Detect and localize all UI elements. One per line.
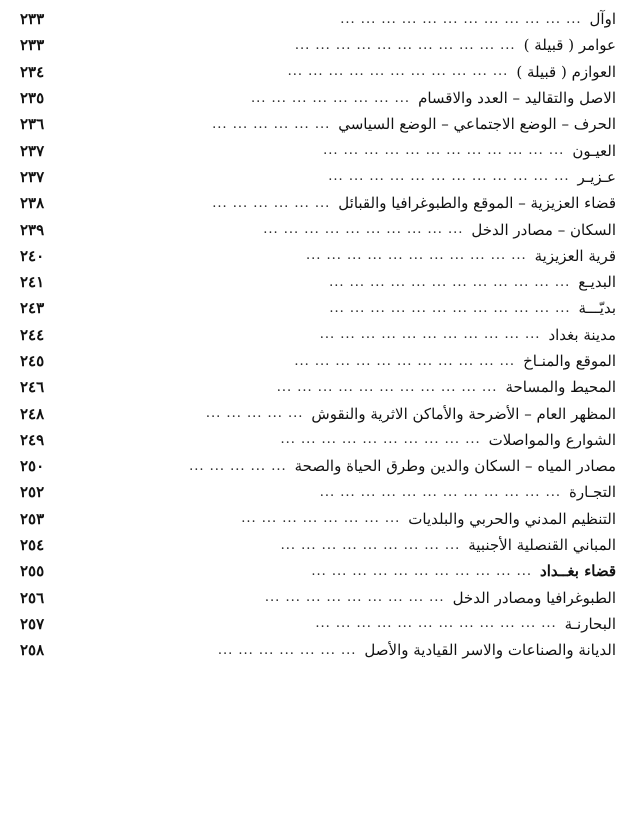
toc-entry-title: قضاء بغــداد — [540, 562, 616, 581]
toc-entry — [20, 585, 616, 611]
toc-entry — [20, 611, 616, 637]
dot-leader: ... ... ... ... ... ... ... ... — [241, 511, 401, 527]
toc-entry — [20, 558, 616, 584]
toc-page-number: ٢٤٣ — [20, 299, 45, 318]
toc-page-number: ٢٤٦ — [20, 378, 45, 397]
toc-page-number: ٢٤٠ — [20, 246, 45, 265]
dot-leader: ... ... ... ... ... ... ... ... ... ... ... ... — [328, 169, 570, 185]
dot-leader: ... ... ... ... ... ... ... ... ... ... ... — [276, 379, 498, 395]
toc-entry — [20, 6, 616, 32]
toc-entry — [20, 400, 616, 426]
toc-page-number: ٢٤٨ — [20, 404, 45, 423]
toc-entry-title: المظهر العام – الأضرحة والأماكن الاثرية والنقوش — [311, 404, 616, 423]
dot-leader: ... ... ... ... ... — [205, 406, 304, 422]
toc-entry-title: العوازم ( قبيلة ) — [516, 62, 616, 81]
dot-leader: ... ... ... ... ... ... — [212, 195, 331, 211]
dot-leader: ... ... ... ... ... ... ... ... ... ... ... ... — [315, 616, 557, 632]
toc-entry-title: الموقع والمنـاخ — [523, 352, 616, 370]
toc-entry-title: التنظيم المدني والحربي والبلديات — [408, 509, 616, 528]
toc-page-number: ٢٣٤ — [20, 62, 45, 81]
toc-entry — [20, 532, 616, 558]
toc-entry — [20, 269, 616, 295]
toc-entry-title: مدينة بغداد — [548, 325, 616, 344]
toc-entry — [20, 164, 616, 190]
dot-leader: ... ... ... ... ... ... ... ... ... ... ... — [294, 37, 516, 53]
toc-page-number: ٢٤١ — [20, 273, 45, 292]
toc-entry-title: المباني القنصلية الأجنبية — [468, 536, 616, 555]
dot-leader: ... ... ... ... ... ... ... ... ... ... ... — [311, 563, 533, 579]
toc-page-number: ٢٥٦ — [20, 588, 45, 607]
dot-leader: ... ... ... ... ... ... ... ... ... — [264, 590, 445, 606]
toc-page-number: ٢٤٤ — [20, 325, 45, 344]
toc-page-number: ٢٣٣ — [20, 36, 45, 55]
toc-entry-title: الديانة والصناعات والاسر القيادية والأصل — [364, 641, 616, 660]
toc-entry — [20, 322, 616, 348]
toc-page-number: ٢٤٥ — [20, 352, 45, 370]
toc-entry — [20, 427, 616, 453]
toc-entry — [20, 453, 616, 479]
dot-leader: ... ... ... ... ... ... ... ... ... ... ... — [305, 248, 527, 264]
dot-leader: ... ... ... ... ... ... — [212, 116, 331, 132]
dot-leader: ... ... ... ... ... ... ... ... ... ... ... ... — [329, 274, 571, 290]
toc-page-number: ٢٥٨ — [20, 641, 45, 660]
toc-page-number: ٢٣٨ — [20, 194, 45, 213]
toc-entry-title: البحارنـة — [564, 614, 616, 633]
toc-entry-title: السكان – مصادر الدخل — [471, 220, 616, 239]
dot-leader: ... ... ... ... ... ... ... ... ... ... ... ... — [323, 143, 565, 159]
dot-leader: ... ... ... ... ... ... ... ... ... — [280, 537, 461, 553]
toc-entry — [20, 374, 616, 400]
toc-page-number: ٢٥٧ — [20, 614, 45, 633]
table-of-contents — [20, 6, 616, 663]
toc-entry — [20, 295, 616, 321]
toc-entry — [20, 137, 616, 163]
dot-leader: ... ... ... ... ... ... ... ... ... ... ... ... — [319, 484, 561, 500]
toc-entry-title: المحيط والمساحة — [505, 378, 616, 397]
toc-entry — [20, 32, 616, 58]
toc-entry-title: الطبوغرافيا ومصادر الدخل — [452, 588, 616, 607]
toc-page-number: ٢٣٧ — [20, 141, 45, 160]
toc-entry-title: قرية العزيزية — [534, 246, 616, 265]
toc-page-number: ٢٣٦ — [20, 115, 45, 134]
toc-entry — [20, 85, 616, 111]
toc-entry — [20, 506, 616, 532]
toc-entry-title: مصادر المياه – السكان والدين وطرق الحياة والصحة — [294, 457, 616, 476]
toc-entry-title: اوآل — [589, 10, 616, 29]
dot-leader: ... ... ... ... ... ... ... ... ... ... ... — [294, 353, 516, 369]
toc-page-number: ٢٣٩ — [20, 220, 45, 239]
toc-page-number: ٢٥٠ — [20, 457, 45, 476]
toc-page-number: ٢٥٤ — [20, 536, 45, 555]
toc-entry-title: بديّـــة — [578, 299, 616, 318]
toc-entry-title: عـزيـر — [577, 167, 616, 186]
toc-page-number: ٢٥٢ — [20, 483, 45, 502]
dot-leader: ... ... ... ... ... ... ... ... ... ... — [263, 222, 464, 238]
dot-leader: ... ... ... ... ... ... ... — [217, 642, 357, 658]
toc-entry-title: الاصل والتقاليد – العدد والاقسام — [418, 89, 616, 108]
toc-page-number: ٢٣٧ — [20, 167, 45, 186]
toc-entry — [20, 479, 616, 505]
toc-entry — [20, 637, 616, 663]
dot-leader: ... ... ... ... ... ... ... ... ... ... ... — [319, 327, 541, 343]
dot-leader: ... ... ... ... ... — [189, 458, 287, 474]
toc-entry — [20, 111, 616, 137]
toc-entry — [20, 59, 616, 85]
toc-entry-title: العيـون — [572, 141, 616, 160]
dot-leader: ... ... ... ... ... ... ... ... — [250, 90, 411, 106]
dot-leader: ... ... ... ... ... ... ... ... ... ... ... ... — [340, 11, 582, 27]
toc-entry-title: الشوارع والمواصلات — [488, 430, 616, 449]
toc-entry — [20, 190, 616, 216]
toc-page-number: ٢٥٣ — [20, 509, 45, 528]
toc-page-number: ٢٤٩ — [20, 430, 45, 449]
toc-entry-title: التجـارة — [568, 483, 616, 502]
dot-leader: ... ... ... ... ... ... ... ... ... ... — [280, 432, 481, 448]
toc-page-number: ٢٣٥ — [20, 89, 45, 108]
toc-entry-title: قضاء العزيزية – الموقع والطبوغرافيا والقبائل — [338, 194, 616, 213]
toc-entry — [20, 216, 616, 242]
toc-entry-title: عوامر ( قبيلة ) — [523, 36, 616, 55]
toc-page-number: ٢٣٣ — [20, 10, 45, 29]
dot-leader: ... ... ... ... ... ... ... ... ... ... ... — [287, 64, 509, 80]
toc-page-number: ٢٥٥ — [20, 562, 45, 581]
toc-entry — [20, 348, 616, 374]
toc-entry-title: الحرف – الوضع الاجتماعي – الوضع السياسي — [338, 115, 616, 134]
toc-entry — [20, 243, 616, 269]
dot-leader: ... ... ... ... ... ... ... ... ... ... ... ... — [329, 300, 571, 316]
toc-entry-title: البديـع — [578, 273, 616, 292]
